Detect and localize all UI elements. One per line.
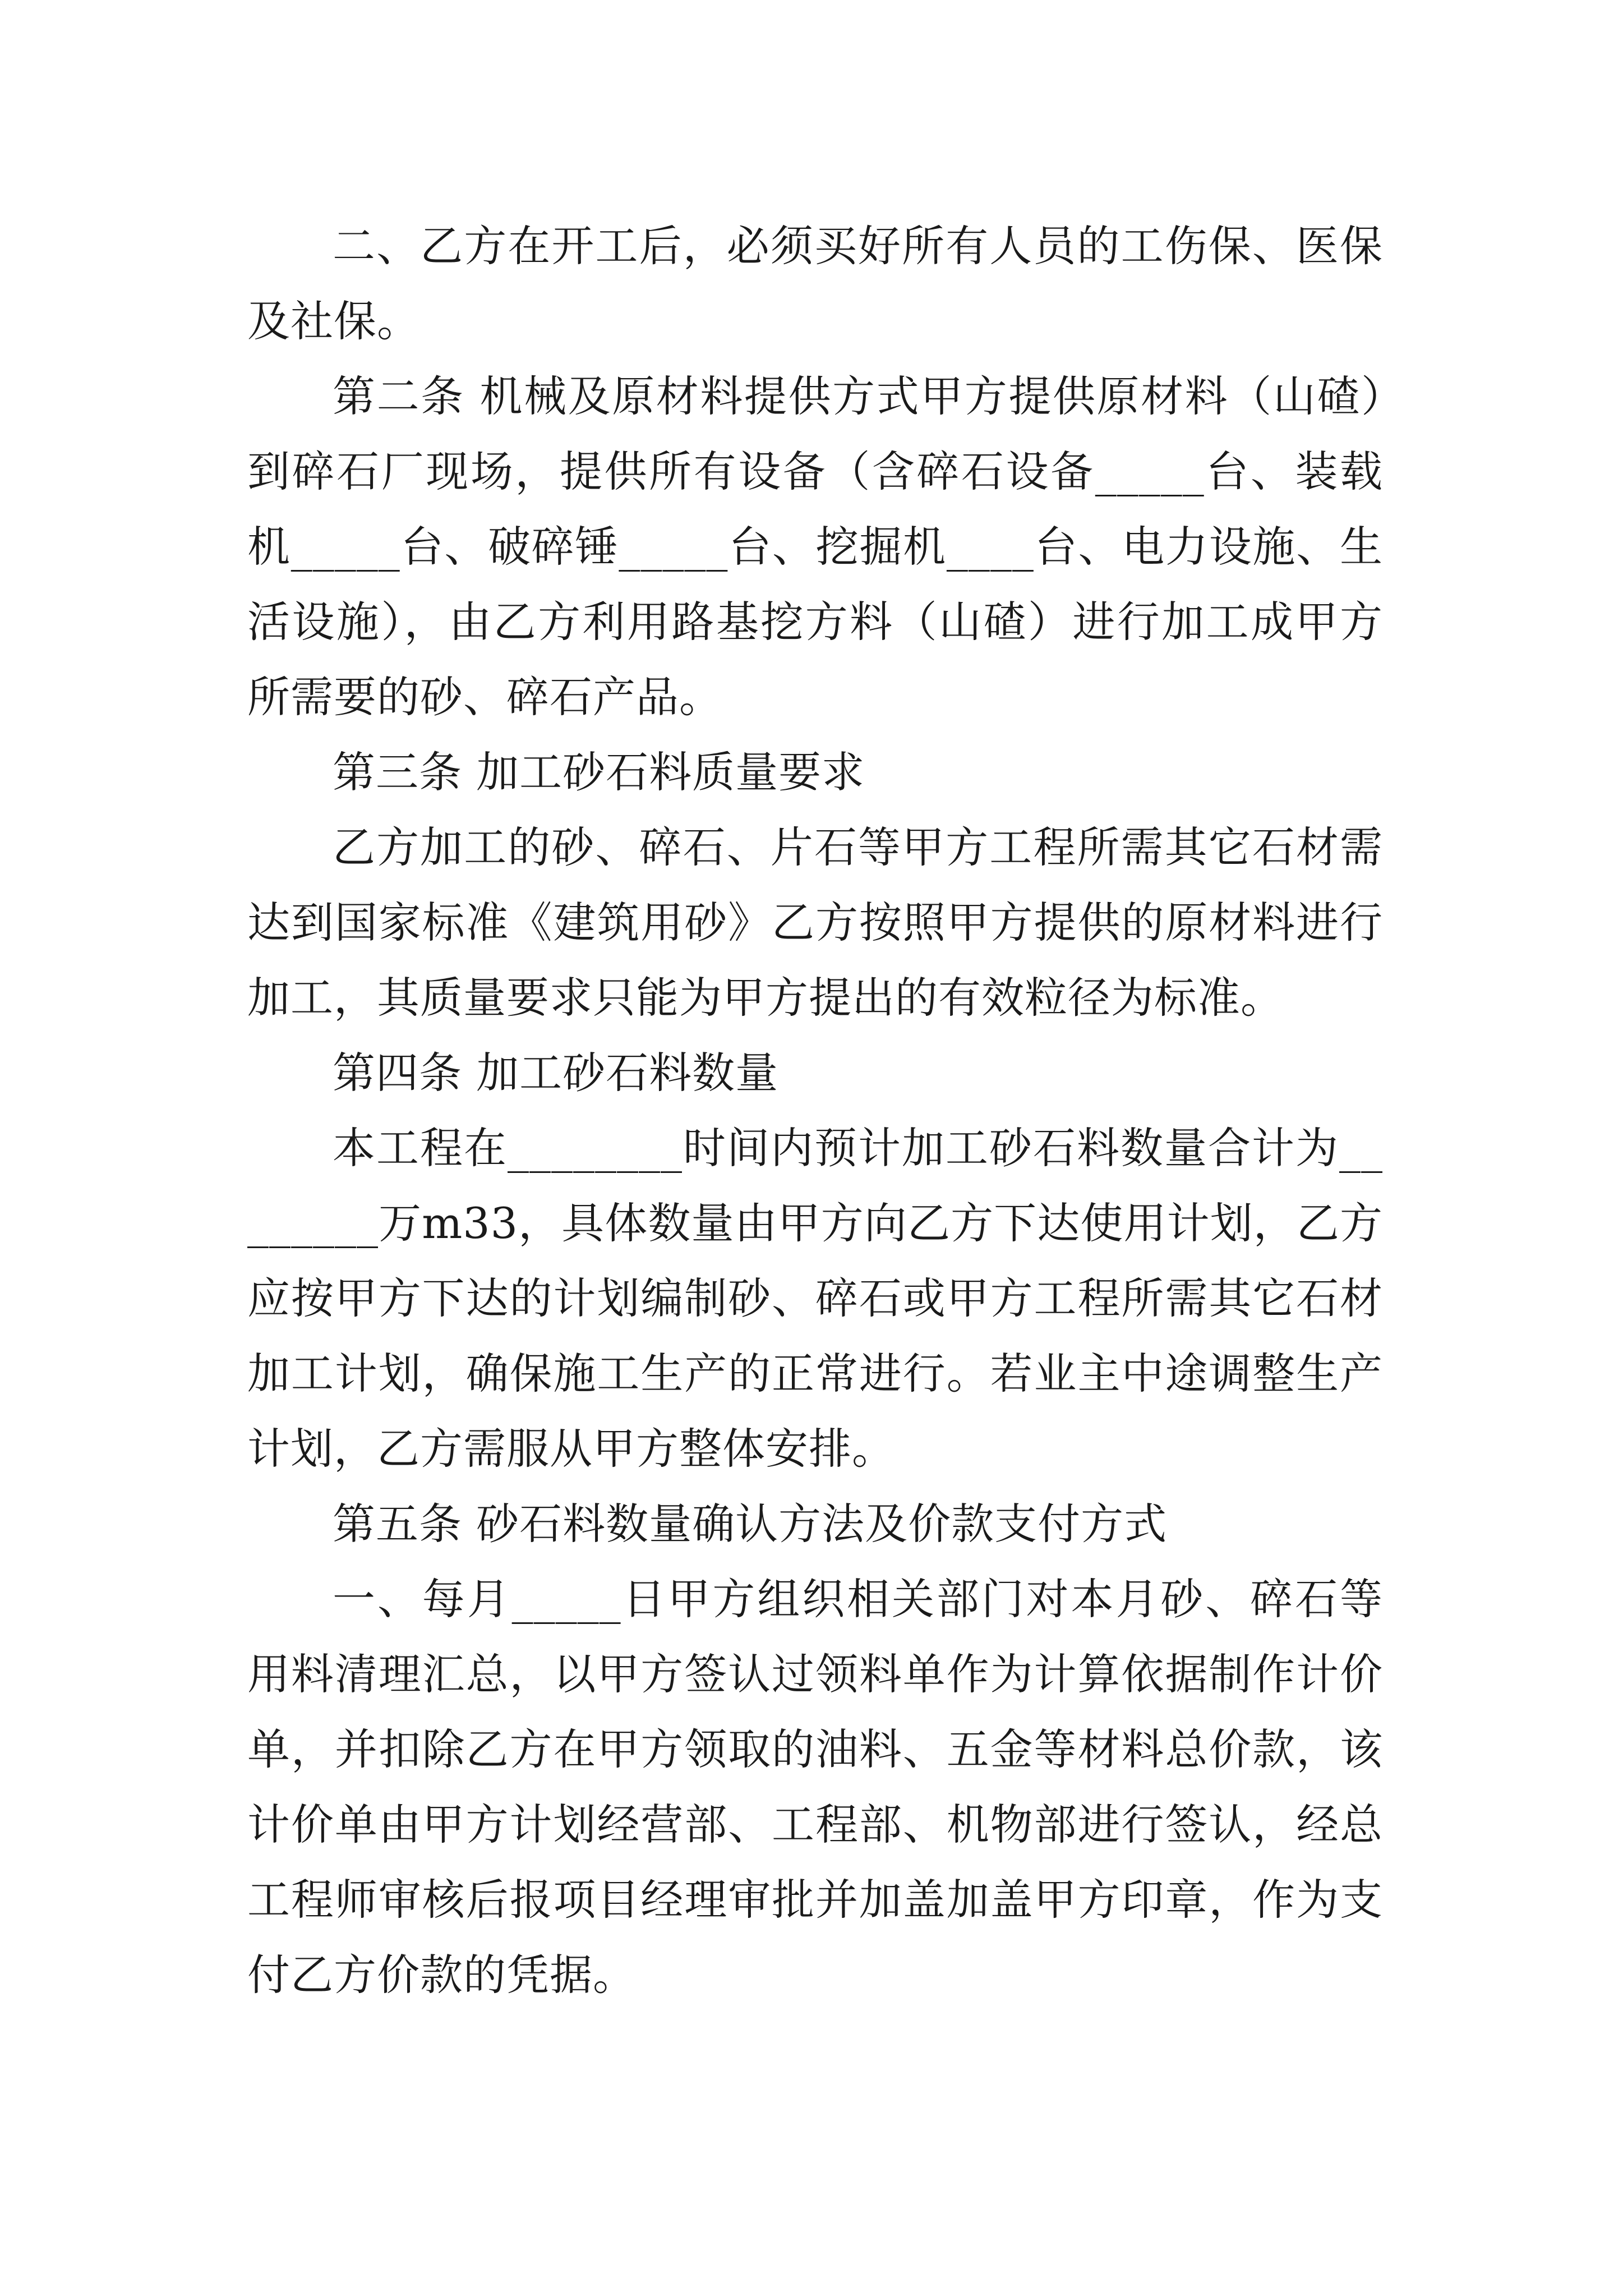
heading-article-3: 第三条 加工砂石料质量要求 (333, 747, 865, 797)
paragraph-article-5-item-1: 一、每月_____日甲方组织相关部门对本月砂、碎石等用料清理汇总，以甲方签认过领料单作为计算依据制作计价单，并扣除乙方在甲方领取的油料、五金等材料总价款，该计价单由甲方计划经营部、工程部、机物部进行签认，经总工程师审核后报项目经理审批并加盖加盖甲方印章，作为支付乙方价款的凭据。 (247, 1574, 1383, 2000)
paragraph-article-3: 乙方加工的砂、碎石、片石等甲方工程所需其它石材需达到国家标准《建筑用砂》乙方按照甲方提供的原材料进行加工，其质量要求只能为甲方提出的有效粒径为标准。 (247, 822, 1383, 1023)
heading-article-5: 第五条 砂石料数量确认方法及价款支付方式 (333, 1499, 1168, 1549)
paragraph-article-4: 本工程在________时间内预计加工砂石料数量合计为________万m33，具体数量由甲方向乙方下达使用计划，乙方应按甲方下达的计划编制砂、碎石或甲方工程所需其它石材加工计划，确保施工生产的正常进行。若业主中途调整生产计划，乙方需服从甲方整体安排。 (247, 1123, 1383, 1474)
document-body (247, 209, 1383, 2013)
heading-article-4: 第四条 加工砂石料数量 (333, 1048, 779, 1098)
paragraph-article-2: 第二条 机械及原材料提供方式甲方提供原材料（山碴）到碎石厂现场，提供所有设备（含碎石设备_____台、装载机_____台、破碎锤_____台、挖掘机____台、电力设施、生活设施），由乙方利用路基挖方料（山碴）进行加工成甲方所需要的砂、碎石产品。 (247, 371, 1383, 722)
paragraph-insurance: 二、乙方在开工后，必须买好所有人员的工伤保、医保及社保。 (247, 221, 1383, 346)
